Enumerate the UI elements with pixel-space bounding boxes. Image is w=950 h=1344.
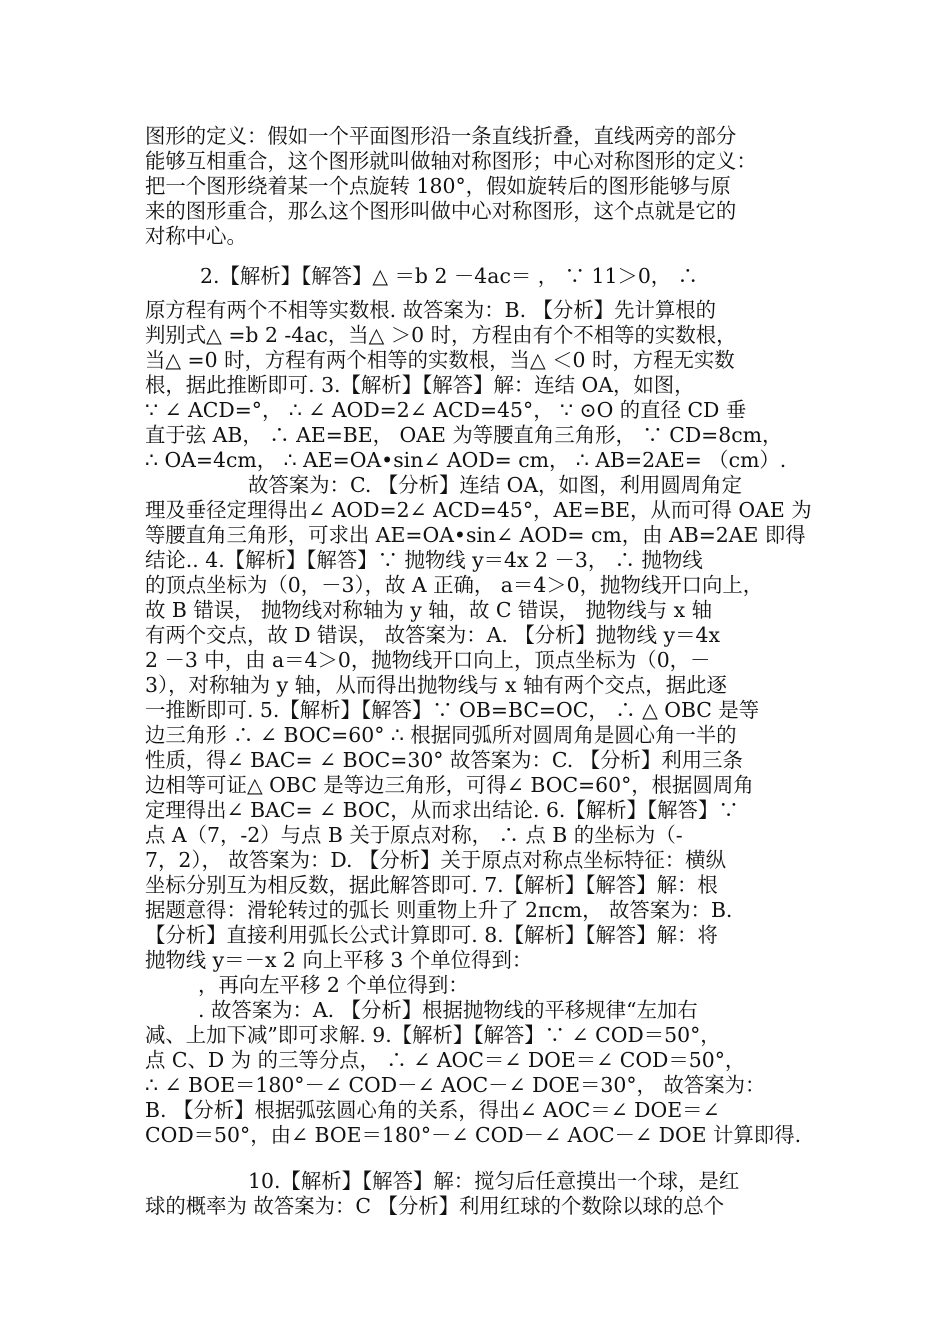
text-line: 根，据此推断即可. 3.【解析】【解答】解：连结 OA，如图，: [145, 373, 695, 397]
text-line: 10.【解析】【解答】解：搅匀后任意摸出一个球，是红: [248, 1169, 740, 1193]
text-line: ∴ ∠ BOE＝180°－∠ COD－∠ AOC－∠ DOE＝30°， 故答案为：: [145, 1073, 766, 1097]
text-line: 故答案为：C. 【分析】连结 OA，如图，利用圆周角定: [248, 473, 742, 497]
text-line: 边相等可证△ OBC 是等边三角形，可得∠ BOC=60°，根据圆周角: [145, 773, 754, 797]
text-line: 的顶点坐标为（0，－3），故 A 正确， a＝4＞0，抛物线开口向上，: [145, 573, 764, 597]
text-line: 有两个交点，故 D 错误， 故答案为：A. 【分析】抛物线 y＝4x: [145, 623, 720, 647]
text-line: 7，2）， 故答案为：D. 【分析】关于原点对称点坐标特征：横纵: [145, 848, 726, 872]
text-line: 减、上加下减”即可求解. 9.【解析】【解答】∵ ∠ COD＝50°，: [145, 1023, 721, 1047]
text-line: 来的图形重合，那么这个图形叫做中心对称图形，这个点就是它的: [145, 199, 737, 223]
text-line: 2.【解析】【解答】△ ＝b 2 －4ac＝ ， ∵ 11＞0， ∴: [200, 264, 699, 288]
text-line: . 故答案为：A. 【分析】根据抛物线的平移规律“左加右: [198, 998, 698, 1022]
text-line: 抛物线 y＝－x 2 向上平移 3 个单位得到：: [145, 948, 533, 972]
text-line: 定理得出∠ BAC= ∠ BOC，从而求出结论. 6.【解析】【解答】∵: [145, 798, 739, 822]
text-line: 判别式△ =b 2 -4ac，当△ ＞0 时，方程由有个不相等的实数根，: [145, 323, 737, 347]
text-line: 【分析】直接利用弧长公式计算即可. 8.【解析】【解答】解：将: [145, 923, 718, 947]
text-line: 边三角形 ∴ ∠ BOC=60° ∴ 根据同弧所对圆周角是圆心角一半的: [145, 723, 737, 747]
text-line: 球的概率为 故答案为：C 【分析】利用红球的个数除以球的总个: [145, 1194, 725, 1218]
text-line: 原方程有两个不相等实数根. 故答案为：B. 【分析】先计算根的: [145, 298, 717, 322]
text-line: ，再向左平移 2 个单位得到：: [198, 973, 469, 997]
text-line: COD＝50°，由∠ BOE＝180°－∠ COD－∠ AOC－∠ DOE 计算即得.: [145, 1123, 802, 1147]
text-line: 2 －3 中，由 a＝4＞0，抛物线开口向上，顶点坐标为（0，－: [145, 648, 711, 672]
text-line: ∵ ∠ ACD=°， ∴ ∠ AOD=2∠ ACD=45°， ∵ ⊙O 的直径 CD 垂: [145, 398, 747, 422]
text-line: 对称中心。: [145, 224, 247, 248]
text-line: 等腰直角三角形，可求出 AE=OA•sin∠ AOD= cm，由 AB=2AE 即得: [145, 523, 806, 547]
text-line: ∴ OA=4cm， ∴ AE=OA•sin∠ AOD= cm， ∴ AB=2AE= （cm）.: [145, 448, 787, 472]
text-line: 直于弦 AB， ∴ AE=BE， OAE 为等腰直角三角形， ∵ CD=8cm，: [145, 423, 783, 447]
text-line: 一推断即可. 5.【解析】【解答】∵ OB=BC=OC， ∴ △ OBC 是等: [145, 698, 760, 722]
text-line: 坐标分别互为相反数，据此解答即可. 7.【解析】【解答】解：根: [145, 873, 718, 897]
text-line: 能够互相重合，这个图形就叫做轴对称图形；中心对称图形的定义：: [145, 149, 757, 173]
text-line: 图形的定义：假如一个平面图形沿一条直线折叠，直线两旁的部分: [145, 124, 737, 148]
text-line: 3），对称轴为 y 轴，从而得出抛物线与 x 轴有两个交点，据此逐: [145, 673, 727, 697]
text-line: 故 B 错误， 抛物线对称轴为 y 轴，故 C 错误， 抛物线与 x 轴: [145, 598, 713, 622]
text-line: 理及垂径定理得出∠ AOD=2∠ ACD=45°，AE=BE，从而可得 OAE 为: [145, 498, 812, 522]
text-line: B. 【分析】根据弧弦圆心角的关系，得出∠ AOC＝∠ DOE＝∠: [145, 1098, 720, 1122]
text-line: 据题意得：滑轮转过的弧长 则重物上升了 2πcm， 故答案为：B.: [145, 898, 733, 922]
text-line: 性质，得∠ BAC= ∠ BOC=30° 故答案为：C. 【分析】利用三条: [145, 748, 743, 772]
text-line: 点 A（7，-2）与点 B 关于原点对称， ∴ 点 B 的坐标为（-: [145, 823, 683, 847]
text-line: 点 C、D 为 的三等分点， ∴ ∠ AOC＝∠ DOE＝∠ COD＝50°，: [145, 1048, 746, 1072]
text-line: 当△ =0 时，方程有两个相等的实数根，当△ ＜0 时，方程无实数: [145, 348, 735, 372]
text-line: 结论.. 4.【解析】【解答】∵ 抛物线 y＝4x 2 －3， ∴ 抛物线: [145, 548, 703, 572]
text-line: 把一个图形绕着某一个点旋转 180°，假如旋转后的图形能够与原: [145, 174, 731, 198]
